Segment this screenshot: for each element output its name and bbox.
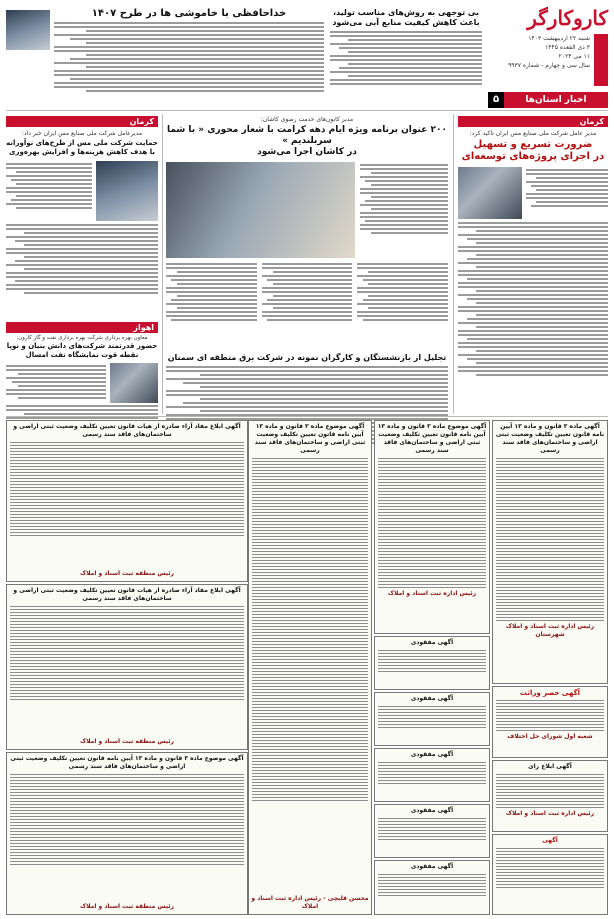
- ad-title: آگهی ابلاغ رای: [528, 763, 572, 770]
- ad-box: [6, 420, 248, 582]
- ad-box: [374, 748, 490, 802]
- kashan-kicker: مدیر کانون‌های خدمت رضوی کاشان:: [260, 116, 354, 123]
- ad-title: آگهی موضوع ماده ۳ قانون و ماده ۱۳ آیین نامه قانون تعیین تکلیف وضعیت ثبتی اراضی و ساختمان‌های فاقد سند رسمی: [254, 423, 366, 454]
- section-label-kerman: کرمان: [458, 116, 608, 127]
- section-title: اخبار استان‌ها: [504, 92, 608, 108]
- ad-title: آگهی ماده ۳ قانون و ماده ۱۳ آیین نامه قانون تعیین تکلیف وضعیت ثبتی اراضی و ساختمان‌های فاقد سند رسمی: [495, 423, 605, 454]
- ad-footer: رئیس اداره ثبت اسناد و املاک: [387, 590, 477, 597]
- ad-title: آگهی مفقودی: [410, 695, 454, 702]
- ad-box: [6, 752, 248, 915]
- section-label-kerman-left: کرمان: [6, 116, 158, 127]
- ad-footer: رئیس اداره ثبت اسناد و املاک شهرستان: [505, 623, 595, 638]
- kerman-left-photo: [96, 161, 158, 221]
- ad-box: [374, 860, 490, 915]
- ad-box: [492, 686, 608, 758]
- kashan-headline: ۲۰۰ عنوان برنامه ویژه ایام دهه کرامت با شعار محوری « با شما سربلندیم » در کاشان اجرا می‌شود: [167, 125, 447, 157]
- ad-title: آگهی مفقودی: [410, 639, 454, 646]
- ahvaz-kicker: معاون بهره برداری شرکت بهره برداری نفت و گاز کارون:: [16, 335, 148, 341]
- ad-title: آگهی: [542, 837, 558, 844]
- ad-footer: رئیس اداره ثبت اسناد و املاک: [505, 810, 595, 817]
- headline-blackout: خداحافظی با خاموشی ها در طرح ۱۴۰۷: [91, 8, 287, 19]
- blackout-article: [54, 8, 324, 94]
- ad-box: [492, 760, 608, 832]
- page-number: ۵: [488, 92, 504, 108]
- kerman-article: [458, 116, 608, 378]
- ad-box: [248, 420, 372, 915]
- ad-footer: رئیس منطقه ثبت اسناد و املاک: [79, 570, 175, 577]
- ad-box: [492, 420, 608, 684]
- kerman-left-headline: حمایت شرکت ملی مس از طرح‌های نوآورانه با هدف کاهش هزینه‌ها و افزایش بهره‌وری: [6, 139, 158, 156]
- water-article: [330, 8, 482, 87]
- date-hijri: ۳ ذی القعده ۱۴۴۵: [545, 44, 590, 51]
- ad-title: آگهی حصر وراثت: [519, 689, 581, 697]
- ad-title: آگهی موضوع ماده ۳ قانون و ماده ۱۳ آیین نامه قانون تعیین تکلیف وضعیت ثبتی اراضی و ساختمان‌های فاقد سند رسمی: [10, 755, 244, 770]
- masthead: [488, 6, 608, 106]
- ad-footer: رئیس منطقه ثبت اسناد و املاک: [79, 903, 175, 910]
- kerman-left-article: [6, 116, 158, 296]
- logo: کاروکارگر: [527, 6, 608, 30]
- masthead-color-stripe: [594, 34, 608, 86]
- blackout-photo: [6, 10, 50, 50]
- semnan-headline: تجلیل از بازنشستگان و کارگران نمونه در شرکت برق منطقه ای سمنان: [167, 353, 447, 362]
- kerman-kicker: مدیر عامل شرکت ملی صنایع مس ایران تاکید کرد:: [469, 130, 597, 137]
- ad-box: [374, 804, 490, 858]
- date-gregorian: ۱۱ می ۲۰۲۴: [558, 53, 590, 60]
- kashan-article: [166, 116, 448, 323]
- kashan-photo: [166, 162, 355, 258]
- ad-box: [492, 834, 608, 915]
- headline-water: بی توجهی به روش‌های مناسب تولید، باعث کاهش کیفیت منابع آبی می‌شود: [332, 8, 480, 27]
- ad-title: آگهی مفقودی: [410, 807, 454, 814]
- ad-title: آگهی مفقودی: [410, 751, 454, 758]
- ahvaz-headline: حضور قدرتمند شرکت‌های دانش بنیان و نوپا نقطه قوت نمایشگاه نفت امسال: [6, 342, 158, 359]
- ad-box: [374, 420, 490, 634]
- section-label-ahvaz: اهواز: [6, 322, 158, 333]
- ahvaz-photo: [110, 363, 158, 403]
- ad-box: [374, 692, 490, 746]
- ad-footer: رئیس منطقه ثبت اسناد و املاک: [79, 738, 175, 745]
- ad-footer: شعبه اول شورای حل اختلاف: [507, 733, 593, 740]
- issue-number: سال سی و چهارم - شماره ۹۹۳۷: [508, 62, 590, 69]
- ahvaz-article: [6, 322, 158, 425]
- ad-title: آگهی مفقودی: [410, 863, 454, 870]
- ad-box: [6, 584, 248, 750]
- kerman-photo: [458, 167, 522, 219]
- ad-footer: محسن قلیچی - رئیس اداره ثبت اسناد و املاک: [251, 895, 369, 910]
- kerman-left-kicker: مدیرعامل شرکت ملی صنایع مس ایران خبر داد:: [21, 130, 143, 137]
- ad-title: آگهی ابلاغ مفاد آراء صادره از هیات قانون تعیین تکلیف وضعیت ثبتی اراضی و ساختمان‌های فاقد سند رسمی: [13, 423, 241, 438]
- ad-box: [374, 636, 490, 690]
- ad-title: آگهی موضوع ماده ۳ قانون و ماده ۱۳ آیین نامه قانون تعیین تکلیف وضعیت ثبتی اراضی و ساختمان‌های فاقد سند رسمی: [377, 423, 487, 454]
- date-persian: شنبه ۲۲ اردیبهشت ۱۴۰۳: [528, 35, 590, 42]
- ad-title: آگهی ابلاغ مفاد آراء صادره از هیات قانون تعیین تکلیف وضعیت ثبتی اراضی و ساختمان‌های فاقد سند رسمی: [13, 587, 241, 602]
- kerman-headline: ضرورت تسریع و تسهیل در اجرای پروژه‌های توسعه‌ای: [461, 139, 605, 162]
